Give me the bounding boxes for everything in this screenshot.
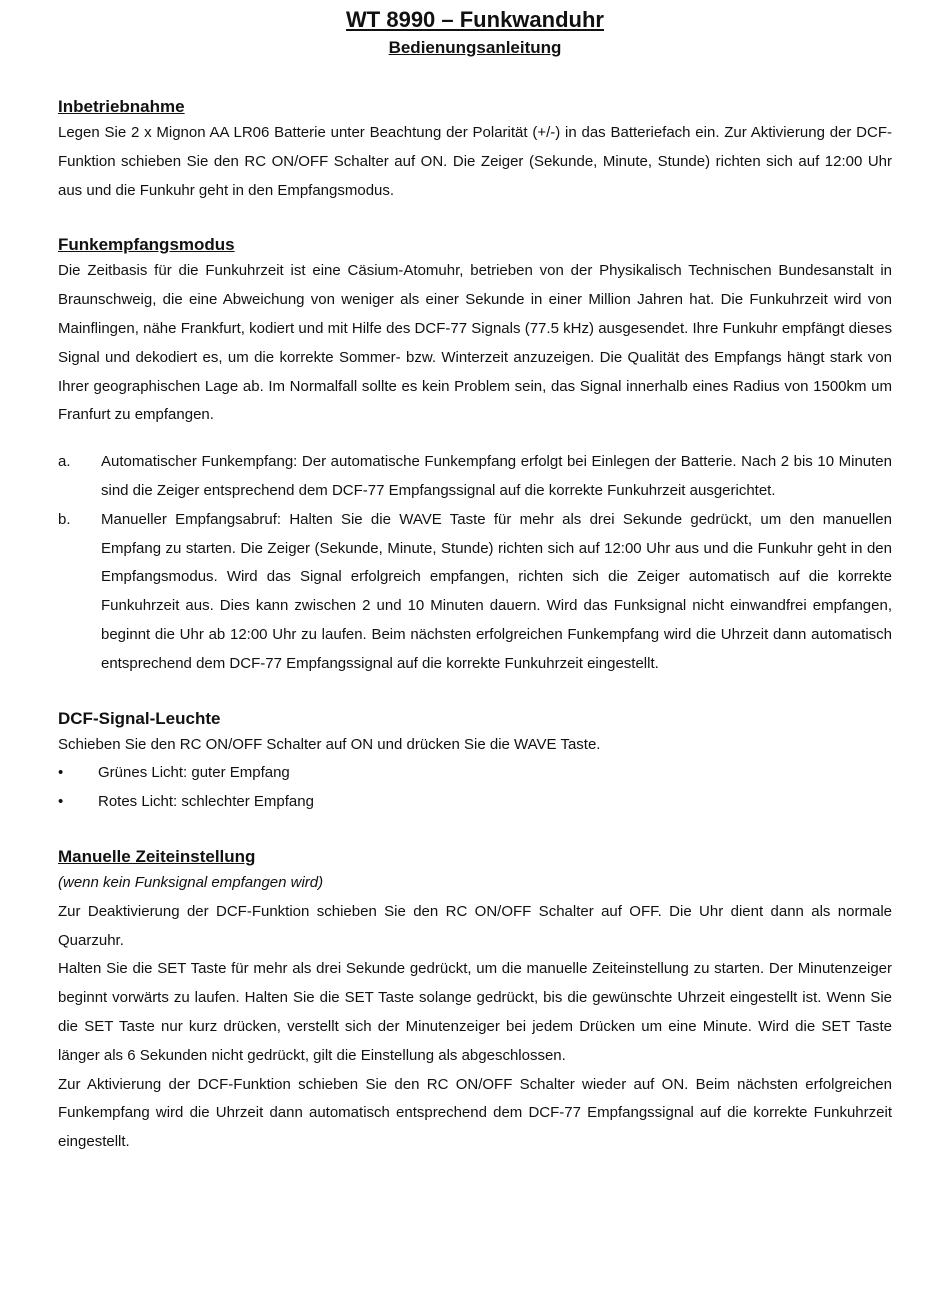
paragraph-funkempfangsmodus: Die Zeitbasis für die Funkuhrzeit ist eine Cäsium-Atomuhr, betrieben von der Physikalisch Technischen Bundesanstalt in Braunschweig, die eine Abweichung von weniger als einer Sekunde in einer Million Jahren hat. Die Funkuhrzeit wird von Mainflingen, nähe Frankfurt, kodiert und mit Hilfe des DCF-77 Signals (77.5 kHz) ausgesendet. Ihre Funkuhr empfängt dieses Signal und dekodiert es, um die korrekte Sommer- bzw. Winterzeit anzuzeigen. Die Qualität des Empfangs hängt stark von Ihrer geographischen Lage ab. Im Normalfall sollte es kein Problem sein, das Signal innerhalb eines Radius von 1500km um Franfurt zu empfangen. — [58, 262, 892, 424]
document-title: WT 8990 – Funkwanduhr — [346, 7, 604, 32]
list-marker: a. — [58, 453, 71, 471]
paragraph-manuelle-1: Zur Deaktivierung der DCF-Funktion schieben Sie den RC ON/OFF Schalter auf OFF. Die Uhr dient dann als normale Quarzuhr. — [58, 902, 892, 949]
list-item — [58, 788, 892, 817]
note-manuelle: (wenn kein Funksignal empfangen wird) — [58, 873, 324, 891]
section-heading-inbetriebnahme: Inbetriebnahme — [58, 97, 185, 116]
paragraph-manuelle-3: Zur Aktivierung der DCF-Funktion schieben Sie den RC ON/OFF Schalter wieder auf ON. Beim nächsten erfolgreichen Funkempfang wird die Uhrzeit dann automatisch entsprechend dem DCF-77 Empfangssignal auf die korrekte Funkuhrzeit eingestellt. — [58, 1075, 892, 1151]
paragraph-inbetriebnahme: Legen Sie 2 x Mignon AA LR06 Batterie unter Beachtung der Polarität (+/-) in das Batteriefach ein. Zur Aktivierung der DCF-Funktion schieben Sie den RC ON/OFF Schalter auf ON. Die Zeiger (Sekunde, Minute, Stunde) richten sich auf 12:00 Uhr aus und die Funkuhr geht in den Empfangsmodus. — [58, 124, 892, 199]
bullet-text: Grünes Licht: guter Empfang — [98, 764, 290, 782]
section-heading-dcf-signal: DCF-Signal-Leuchte — [58, 708, 221, 728]
list-item-text: Manueller Empfangsabruf: Halten Sie die WAVE Taste für mehr als drei Sekunde gedrückt, um den manuellen Empfang zu starten. Die Zeiger (Sekunde, Minute, Stunde) richten sich auf 12:00 Uhr aus und die Funkuhr geht in den Empfangsmodus. Wird das Signal erfolgreich empfangen, richten sich die Zeiger automatisch auf die korrekte Funkuhrzeit aus. Dies kann zwischen 2 und 10 Minuten dauern. Wird das Funksignal nicht einwandfrei empfangen, beginnt die Uhr ab 12:00 Uhr zu laufen. Beim nächsten erfolgreichen Funkempfang wird die Uhrzeit dann automatisch entsprechend dem DCF-77 Empfangssignal auf die korrekte Funkuhrzeit eingestellt. — [101, 510, 892, 672]
list-marker: b. — [58, 510, 71, 528]
bullet-icon: • — [58, 764, 64, 782]
section-dcf-signal-leuchte — [58, 707, 892, 817]
title-block — [58, 6, 892, 59]
list-item-text: Automatischer Funkempfang: Der automatische Funkempfang erfolgt bei Einlegen der Batterie. Nach 2 bis 10 Minuten sind die Zeiger entsprechend dem DCF-77 Empfangssignal auf die korrekte Funkuhrzeit ausgerichtet. — [101, 453, 892, 499]
section-manuelle-zeiteinstellung — [58, 845, 892, 1157]
section-inbetriebnahme — [58, 95, 892, 205]
lettered-list — [58, 448, 892, 678]
section-heading-funkempfangsmodus: Funkempfangsmodus — [58, 235, 235, 255]
list-item — [58, 506, 892, 679]
list-item — [58, 448, 892, 506]
list-item — [58, 759, 892, 788]
section-heading-manuelle: Manuelle Zeiteinstellung — [58, 846, 256, 866]
section-funkempfangsmodus — [58, 233, 892, 678]
bullet-icon: • — [58, 793, 64, 811]
bullet-text: Rotes Licht: schlechter Empfang — [98, 793, 314, 811]
paragraph-dcf-signal: Schieben Sie den RC ON/OFF Schalter auf ON und drücken Sie die WAVE Taste. — [58, 735, 601, 753]
paragraph-manuelle-2: Halten Sie die SET Taste für mehr als drei Sekunde gedrückt, um die manuelle Zeiteinstellung zu starten. Der Minutenzeiger beginnt vorwärts zu laufen. Halten Sie die SET Taste solange gedrückt, bis die gewünschte Uhrzeit eingestellt ist. Wenn Sie die SET Taste nur kurz drücken, verstellt sich der Minutenzeiger bei jedem Drücken um eine Minute. Wird die SET Taste länger als 6 Sekunden nicht gedrückt, gilt die Einstellung als abgeschlossen. — [58, 960, 892, 1064]
document-subtitle: Bedienungsanleitung — [388, 38, 562, 57]
bullet-list — [58, 759, 892, 817]
